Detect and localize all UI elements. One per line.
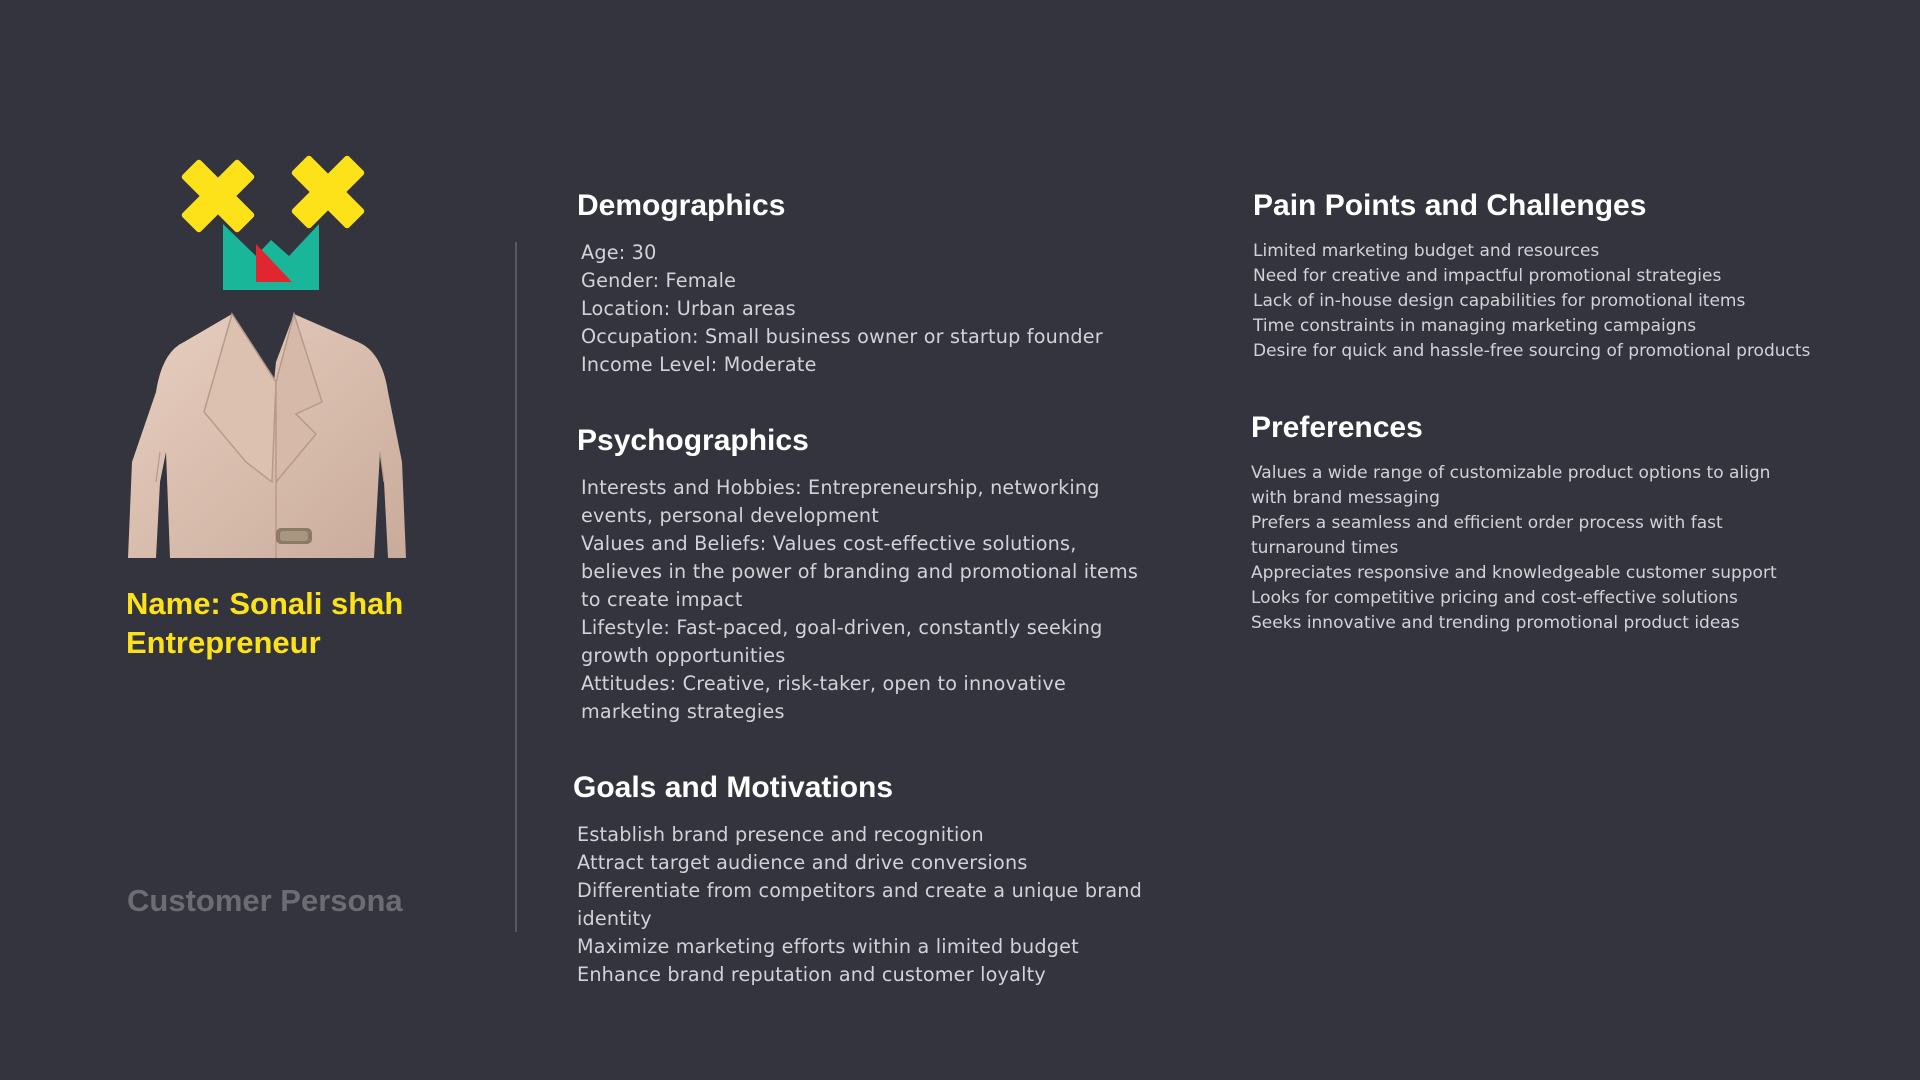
pain-points-section bbox=[1253, 186, 1873, 364]
list-item: Values a wide range of customizable product options to align with brand messaging bbox=[1251, 463, 1771, 508]
demographics-list bbox=[577, 239, 1137, 379]
persona-name: Name: Sonali shah bbox=[126, 586, 404, 621]
list-item: Lifestyle: Fast-paced, goal-driven, constantly seeking growth opportunities bbox=[581, 616, 1103, 667]
list-item: Attitudes: Creative, risk-taker, open to innovative marketing strategies bbox=[581, 672, 1066, 723]
pain-points-heading: Pain Points and Challenges bbox=[1253, 189, 1647, 222]
goals-list bbox=[573, 821, 1143, 989]
list-item: Need for creative and impactful promotional strategies bbox=[1253, 266, 1722, 286]
list-item: Differentiate from competitors and create a unique brand identity bbox=[577, 879, 1143, 930]
goals-heading: Goals and Motivations bbox=[573, 771, 894, 804]
slide-title: Customer Persona bbox=[127, 883, 403, 918]
vertical-divider bbox=[515, 242, 517, 932]
list-item: Interests and Hobbies: Entrepreneurship, networking events, personal development bbox=[581, 476, 1100, 527]
persona-figure-icon bbox=[126, 152, 411, 562]
persona-role: Entrepreneur bbox=[126, 625, 321, 660]
demographics-heading: Demographics bbox=[577, 189, 786, 222]
list-item: Prefers a seamless and efficient order process with fast turnaround times bbox=[1251, 513, 1723, 558]
psychographics-list bbox=[577, 474, 1142, 726]
list-item: Establish brand presence and recognition bbox=[577, 823, 984, 846]
psychographics-heading: Psychographics bbox=[577, 424, 809, 457]
pain-points-list bbox=[1253, 239, 1873, 364]
goals-section bbox=[573, 768, 1143, 989]
list-item: Looks for competitive pricing and cost-effective solutions bbox=[1251, 588, 1738, 608]
list-item: Income Level: Moderate bbox=[581, 353, 817, 376]
list-item: Maximize marketing efforts within a limited budget bbox=[577, 935, 1079, 958]
preferences-list bbox=[1251, 461, 1781, 636]
list-item: Appreciates responsive and knowledgeable customer support bbox=[1251, 563, 1777, 583]
list-item: Desire for quick and hassle-free sourcing of promotional products bbox=[1253, 341, 1811, 361]
preferences-section bbox=[1251, 408, 1781, 636]
persona-name-block bbox=[126, 584, 456, 662]
demographics-section bbox=[577, 186, 1137, 379]
list-item: Age: 30 bbox=[581, 241, 657, 264]
psychographics-section bbox=[577, 421, 1142, 726]
list-item: Attract target audience and drive conversions bbox=[577, 851, 1028, 874]
list-item: Limited marketing budget and resources bbox=[1253, 241, 1600, 261]
preferences-heading: Preferences bbox=[1251, 411, 1423, 444]
list-item: Seeks innovative and trending promotional product ideas bbox=[1251, 613, 1740, 633]
list-item: Time constraints in managing marketing campaigns bbox=[1253, 316, 1697, 336]
list-item: Occupation: Small business owner or startup founder bbox=[581, 325, 1103, 348]
list-item: Enhance brand reputation and customer loyalty bbox=[577, 963, 1046, 986]
list-item: Values and Beliefs: Values cost-effective solutions, believes in the power of branding and promotional items to create impact bbox=[581, 532, 1139, 611]
list-item: Lack of in-house design capabilities for promotional items bbox=[1253, 291, 1746, 311]
list-item: Gender: Female bbox=[581, 269, 737, 292]
list-item: Location: Urban areas bbox=[581, 297, 796, 320]
